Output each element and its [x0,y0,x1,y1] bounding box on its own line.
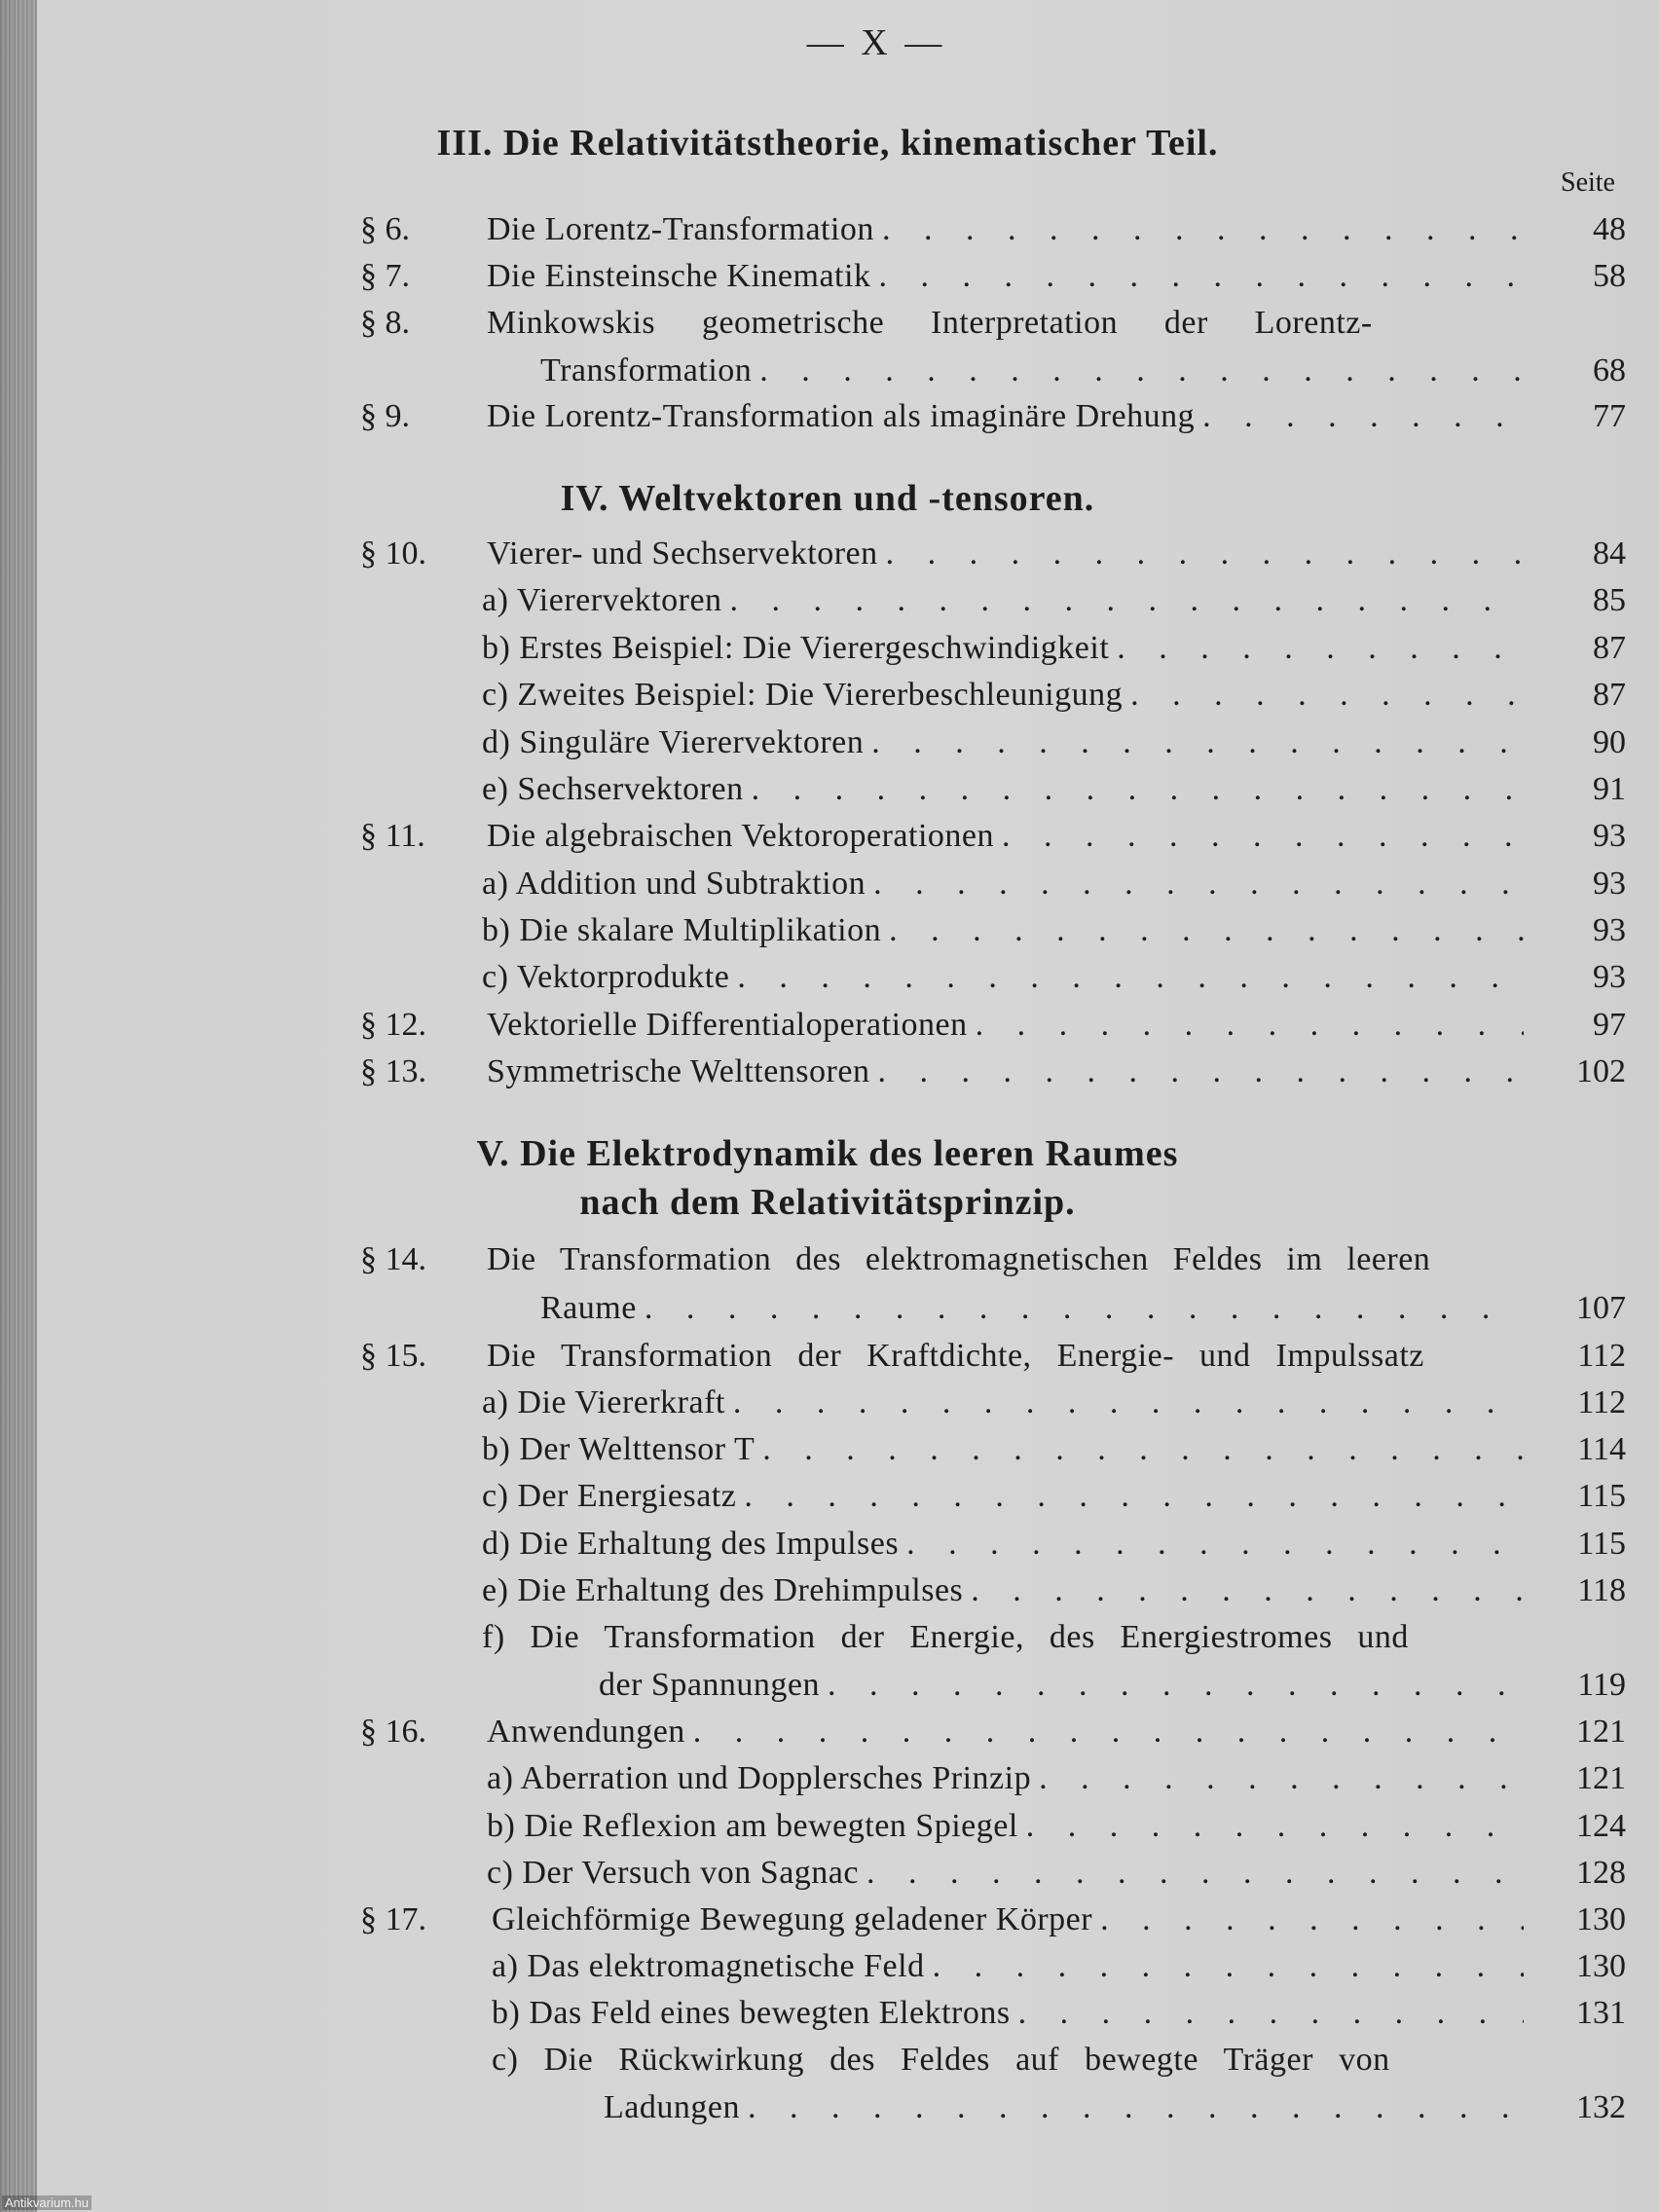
toc-page-number: 58 [1593,258,1626,294]
toc-entry-title: Die algebraischen Vektoroperationen [487,818,995,854]
toc-page-number: 93 [1593,818,1626,854]
toc-entry [360,1287,1626,1330]
toc-entry [360,1238,1626,1281]
dot-leader [878,255,1524,298]
toc-entry [360,255,1626,298]
toc-entry [360,1523,1626,1566]
dot-leader [733,1382,1524,1424]
toc-entry [360,208,1626,251]
dot-leader [877,1051,1524,1093]
dot-leader [1018,1992,1524,2035]
toc-section-number: § 13. [360,1053,426,1089]
toc-entry-title: Die Transformation des elektromagnetischen Feldes im leeren [487,1241,1431,1277]
toc-entry-title: e) Sechservektoren [482,771,744,807]
toc-entry-title: Die Lorentz-Transformation [487,211,874,247]
toc-page-number: 115 [1577,1526,1626,1562]
dot-leader [730,579,1524,622]
dot-leader [882,208,1524,251]
toc-page-number: 107 [1576,1290,1626,1326]
toc-entry [360,815,1626,858]
toc-page-number: 114 [1577,1431,1626,1467]
toc-entry [360,721,1626,764]
toc-entry [360,533,1626,575]
toc-entry [360,350,1626,392]
toc-entry-title: c) Der Versuch von Sagnac [487,1855,859,1891]
toc-entry-title: Anwendungen [487,1714,685,1750]
toc-page-number: 121 [1576,1714,1626,1750]
watermark: Antikvarium.hu [2,2195,92,2210]
toc-entry [360,1992,1626,2035]
toc-page-number: 124 [1576,1808,1626,1844]
toc-page-number: 130 [1576,1948,1626,1984]
toc-entry [360,1569,1626,1612]
toc-entry-title: c) Vektorprodukte [482,959,730,995]
section-heading-iv: IV. Weltvektoren und -tensoren. [560,478,1095,519]
toc-entry-title: a) Addition und Subtraktion [482,866,866,902]
toc-page-number: 128 [1576,1855,1626,1891]
toc-entry [360,1475,1626,1518]
toc-page-number: 48 [1593,211,1626,247]
toc-page-number: 93 [1593,959,1626,995]
toc-section-number: § 8. [360,305,410,341]
toc-page-number: 130 [1576,1901,1626,1937]
toc-entry [360,1428,1626,1471]
toc-entry-title: b) Die Reflexion am bewegten Spiegel [487,1808,1018,1844]
toc-entry-title: d) Die Erhaltung des Impulses [482,1526,900,1562]
toc-section-number: § 15. [360,1338,426,1374]
dot-leader [976,1004,1524,1047]
toc-section-number: § 17. [360,1901,426,1937]
toc-page-number: 87 [1593,677,1626,713]
page-edge [0,0,37,2212]
toc-page-number: 93 [1593,866,1626,902]
toc-entry [360,1616,1626,1659]
toc-entry [360,1757,1626,1800]
dot-leader [737,956,1524,999]
toc-entry [360,1711,1626,1753]
toc-entry [360,1805,1626,1848]
dot-leader [744,1475,1524,1518]
toc-page-number: 112 [1577,1338,1626,1374]
toc-entry-title: f) Die Transformation der Energie, des Energiestromes und [482,1619,1409,1655]
toc-page-number: 97 [1593,1007,1626,1043]
dot-leader [693,1711,1524,1753]
toc-section-number: § 9. [360,398,410,434]
toc-entry [360,1899,1626,1941]
toc-entry-title: c) Zweites Beispiel: Die Viererbeschleunigung [482,677,1124,713]
toc-page-number: 90 [1593,724,1626,760]
toc-entry [360,674,1626,717]
toc-entry-title: a) Aberration und Dopplersches Prinzip [487,1760,1032,1796]
section-heading-v-line1: V. Die Elektrodynamik des leeren Raumes [476,1133,1179,1174]
toc-entry [360,1664,1626,1707]
toc-entry-title: b) Der Welttensor T [482,1431,756,1467]
toc-page-number: 119 [1577,1667,1626,1703]
toc-entry [360,863,1626,905]
dot-leader [1130,674,1524,717]
toc-entry [360,1004,1626,1047]
toc-entry-title: Raume [540,1290,637,1326]
toc-page-number: 91 [1593,771,1626,807]
dot-leader [933,1945,1524,1988]
toc-entry-title: Die Lorentz-Transformation als imaginäre Drehung [487,398,1196,434]
toc-page-number: 68 [1593,352,1626,388]
toc-page-number: 121 [1576,1760,1626,1796]
toc-entry-title: a) Vierervektoren [482,582,722,618]
toc-entry [360,579,1626,622]
toc-section-number: § 7. [360,258,410,294]
toc-entry [360,302,1626,345]
toc-entry-title: Die Einsteinsche Kinematik [487,258,871,294]
toc-entry-title: b) Die skalare Multiplikation [482,912,882,948]
toc-entry-title: Symmetrische Welttensoren [487,1053,870,1089]
toc-page-number: 77 [1593,398,1626,434]
dot-leader [889,909,1524,952]
toc-page-number: 131 [1576,1995,1626,2031]
toc-page-number: 118 [1577,1572,1626,1608]
dot-leader [1026,1805,1524,1848]
dot-leader [1117,627,1524,670]
toc-entry-title: c) Der Energiesatz [482,1478,737,1514]
toc-entry [360,627,1626,670]
dot-leader [1202,395,1524,438]
section-heading-v-line2: nach dem Relativitätsprinzip. [579,1182,1076,1223]
dot-leader [906,1523,1524,1566]
toc-entry [360,909,1626,952]
toc-section-number: § 10. [360,535,426,571]
toc-entry [360,395,1626,438]
toc-entry [360,2086,1626,2129]
toc-entry-title: Vektorielle Differentialoperationen [487,1007,968,1043]
dot-leader [828,1664,1524,1707]
toc-section-number: § 16. [360,1714,426,1750]
toc-section-number: § 11. [360,818,425,854]
toc-page-number: 87 [1593,630,1626,666]
dot-leader [1100,1899,1524,1941]
toc-entry [360,1051,1626,1093]
dot-leader [886,533,1524,575]
toc-entry [360,1852,1626,1895]
toc-section-number: § 6. [360,211,410,247]
toc-entry-title: b) Erstes Beispiel: Die Vierergeschwindigkeit [482,630,1110,666]
toc-entry [360,1382,1626,1424]
toc-page-number: 115 [1577,1478,1626,1514]
dot-leader [971,1569,1524,1612]
toc-page-number: 84 [1593,535,1626,571]
page-number: — X — [806,22,946,63]
toc-entry-title: Vierer- und Sechservektoren [487,535,878,571]
toc-entry-title: Minkowskis geometrische Interpretation der Lorentz- [487,305,1373,341]
toc-entry-title: a) Das elektromagnetische Feld [492,1948,925,1984]
toc-entry [360,768,1626,811]
toc-page-number: 132 [1576,2089,1626,2125]
dot-leader [748,2086,1524,2129]
toc-entry-title: Die Transformation der Kraftdichte, Energie- und Impulssatz [487,1338,1424,1374]
toc-entry-title: b) Das Feld eines bewegten Elektrons [492,1995,1011,2031]
toc-entry-title: Ladungen [604,2089,740,2125]
dot-leader [759,350,1524,392]
dot-leader [1039,1757,1524,1800]
dot-leader [1002,815,1524,858]
toc-entry-title: Gleichförmige Bewegung geladener Körper [492,1901,1093,1937]
section-heading-iii: III. Die Relativitätstheorie, kinematischer Teil. [436,123,1219,164]
toc-entry-title: der Spannungen [599,1667,821,1703]
toc-page-number: 112 [1577,1384,1626,1420]
toc-section-number: § 12. [360,1007,426,1043]
dot-leader [762,1428,1524,1471]
toc-entry [360,1335,1626,1378]
toc-page-number: 102 [1576,1053,1626,1089]
dot-leader [871,721,1524,764]
dot-leader [873,863,1524,905]
toc-entry-title: c) Die Rückwirkung des Feldes auf bewegte Träger von [492,2042,1390,2078]
toc-entry [360,1945,1626,1988]
dot-leader [645,1287,1524,1330]
toc-entry-title: a) Die Viererkraft [482,1384,725,1420]
toc-entry-title: d) Singuläre Vierervektoren [482,724,865,760]
toc-entry-title: e) Die Erhaltung des Drehimpulses [482,1572,964,1608]
dot-leader [866,1852,1524,1895]
toc-entry [360,956,1626,999]
toc-entry-title: Transformation [540,352,753,388]
toc-page-number: 93 [1593,912,1626,948]
toc-page-number: 85 [1593,582,1626,618]
toc-entry [360,2039,1626,2082]
seite-label: Seite [1561,167,1615,198]
toc-section-number: § 14. [360,1241,426,1277]
dot-leader [752,768,1524,811]
